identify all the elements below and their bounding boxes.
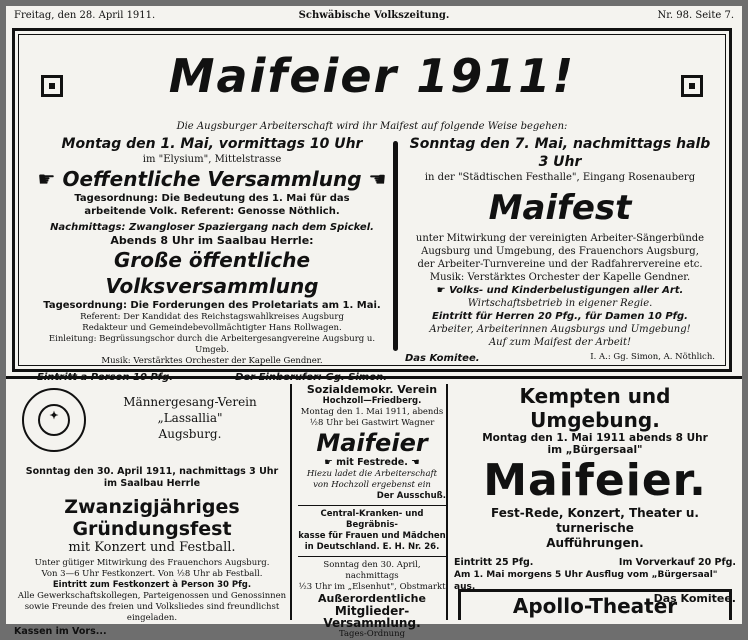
kempten-presale: Im Vorverkauf 20 Pfg. xyxy=(618,557,736,568)
kempten-program-2: Aufführungen. xyxy=(546,536,644,550)
desc-line-3: der Arbeiter-Turnvereine und der Radfahrervereine etc. xyxy=(417,259,703,270)
kempten-where: im „Bürgersaal" xyxy=(547,444,643,456)
kasse-line-3: in Deutschland. E. H. Nr. 26. xyxy=(304,542,440,552)
newspaper-page xyxy=(6,6,742,639)
kempten-event: Maifeier. xyxy=(483,455,707,506)
pointing-hand-right-icon: ☚ xyxy=(361,167,387,191)
hochzoll-line-3: Hiezu ladet die Arbeiterschaft xyxy=(306,469,438,479)
kempten-when: Montag den 1. Mai 1911 abends 8 Uhr xyxy=(482,432,708,444)
society-city: Augsburg. xyxy=(158,427,222,441)
fest-line-2: Von 3—6 Uhr Festkonzert. Von ½8 Uhr ab Festball. xyxy=(41,569,263,579)
fest-line-4: Alle Gewerkschaftskollegen, Parteigenossen und Genossinnen xyxy=(17,591,287,601)
referent-line-1: Referent: Der Kandidat des Reichstagswahlkreises Augsburg xyxy=(80,312,344,322)
kasse-line-1: Central-Kranken- und Begräbnis- xyxy=(320,509,424,530)
kasse-divider xyxy=(298,556,446,557)
fest-line-3: Eintritt zum Festkonzert à Person 30 Pfg. xyxy=(52,580,252,590)
kempten-excursion: Am 1. Mai morgens 5 Uhr Ausflug vom „Bürgersaal" aus. xyxy=(454,570,718,592)
desc-line-1: unter Mitwirkung der vereinigten Arbeiter-Sängerbünde xyxy=(415,233,705,244)
hochzoll-org: Sozialdemokr. Verein xyxy=(306,383,438,396)
ad-subtitle: Die Augsburger Arbeiterschaft wird ihr Maifest auf folgende Weise begehen: xyxy=(176,121,568,132)
society-seal-icon: ✦ xyxy=(22,388,86,452)
kasse-date: Sonntag den 30. April, nachmittags xyxy=(323,560,421,581)
entry-prices: Eintritt für Herren 20 Pfg., für Damen 10 Pfg. xyxy=(432,311,688,322)
lassallia-advertisement xyxy=(14,384,292,637)
page-number: Nr. 98. Seite 7. xyxy=(657,10,734,21)
pointing-hand-icon: ☛ xyxy=(436,285,450,296)
monday-where: im "Elysium", Mittelstrasse xyxy=(142,154,282,165)
call-1: Arbeiter, Arbeiterinnen Augsburgs und Umgebung! xyxy=(429,324,691,335)
kasse-event-2: Mitglieder-Versammlung. xyxy=(323,604,421,630)
pointing-hand-icon: ☛ xyxy=(324,457,337,468)
agenda-2: Tagesordnung: Die Forderungen des Proletariats am 1. Mai. xyxy=(43,300,381,311)
sunday-where: in der "Städtischen Festhalle", Eingang Rosenauberg xyxy=(424,172,696,183)
committee-row xyxy=(405,352,715,365)
event-people-assembly: Große öffentliche Volksversammlung xyxy=(105,248,319,298)
fest-line-6: eingeladen. xyxy=(126,613,178,623)
desc-line-2: Augsburg und Umgebung, des Frauenchors Augsburg, xyxy=(421,246,699,257)
entertainment: ☛ Volks- und Kinderbelustigungen aller Art. xyxy=(436,285,684,296)
pointing-hand-icon: ☚ xyxy=(407,457,420,468)
hochzoll-line-4: von Hochzoll ergebenst ein xyxy=(313,480,431,490)
fest-place: im Saalbau Herrle xyxy=(103,478,201,489)
hochzoll-sign: Der Ausschuß. xyxy=(376,491,446,501)
ad-title: Maifeier 1911! xyxy=(168,49,576,103)
newspaper-name: Schwäbische Volkszeitung. xyxy=(298,10,450,21)
kempten-program-1: Fest-Rede, Konzert, Theater u. turnerische xyxy=(491,506,699,535)
maifeier-advertisement xyxy=(12,28,732,372)
kasse-time: ½3 Uhr im „Elsenhut", Obstmarkt xyxy=(298,582,446,592)
kempten-title: Kempten und Umgebung. xyxy=(519,384,671,432)
monday-when: Montag den 1. Mai, vormittags 10 Uhr xyxy=(61,136,363,152)
right-column xyxy=(405,135,715,365)
section-rule xyxy=(6,376,742,379)
agenda-line-2: arbeitende Volk. Referent: Genosse Nöthlich. xyxy=(84,206,340,217)
page-header xyxy=(14,8,734,24)
music-right: Musik: Verstärktes Orchester der Kapelle Gendner. xyxy=(429,272,691,283)
kasse-event-1: Außerordentliche xyxy=(318,592,426,605)
pointing-hand-left-icon: ☛ xyxy=(37,167,63,191)
column-divider xyxy=(393,141,398,351)
hochzoll-fest: ☛ mit Festrede. ☚ xyxy=(324,457,420,468)
economy: Wirtschaftsbetrieb in eigener Regie. xyxy=(467,298,653,309)
kasse-line-2: kasse für Frauen und Mädchen xyxy=(298,531,446,541)
event-maifest: Maifest xyxy=(488,188,632,228)
issue-date: Freitag, den 28. April 1911. xyxy=(14,10,156,21)
afternoon-walk: Nachmittags: Zwangloser Spaziergang nach dem Spickel. xyxy=(50,222,374,233)
kempten-advertisement xyxy=(454,384,736,620)
hochzoll-line-1: Montag den 1. Mai 1911, abends xyxy=(300,407,444,417)
kempten-entry: Eintritt 25 Pfg. xyxy=(454,557,534,568)
fest-headline: Zwanzigjähriges Gründungsfest xyxy=(64,496,240,540)
fest-footer: Kassen im Vors... xyxy=(14,626,107,637)
hochzoll-place: Hochzoll—Friedberg. xyxy=(322,396,422,406)
kasse-more: Tages-Ordnung xyxy=(338,629,406,639)
sunday-when: Sonntag den 7. Mai, nachmittags halb 3 Uhr xyxy=(409,136,711,170)
music-left: Musik: Verstärktes Orchester der Kapelle Gendner. xyxy=(101,356,323,366)
ornament-square-left-icon xyxy=(41,75,63,97)
evening-time: Abends 8 Uhr im Saalbau Herrle: xyxy=(110,234,314,247)
fest-date: Sonntag den 30. April 1911, nachmittags 3 Uhr xyxy=(25,466,279,477)
introduction: Einleitung: Begrüssungschor durch die Arbeitergesangvereine Augsburg u. Umgeb. xyxy=(48,334,376,355)
kempten-committee: Das Komitee. xyxy=(653,592,736,605)
committee: Das Komitee. xyxy=(405,353,480,364)
hochzoll-line-2: ½8 Uhr bei Gastwirt Wagner xyxy=(309,418,435,428)
hochzoll-divider xyxy=(298,505,446,506)
ornament-square-right-icon xyxy=(681,75,703,97)
referent-line-2: Redakteur und Gemeindebevollmächtigter Hans Rollwagen. xyxy=(82,323,342,333)
event-public-meeting: ☛ Oeffentliche Versammlung ☚ xyxy=(37,167,387,191)
agenda-line-1: Tagesordnung: Die Bedeutung des 1. Mai für das xyxy=(74,193,350,204)
hochzoll-advertisement xyxy=(298,383,448,639)
society-name: Männergesang-Verein „Lassallia" xyxy=(123,395,257,425)
fest-line-5: sowie Freunde des freien und Volksliedes sind freundlichst xyxy=(24,602,280,612)
left-column xyxy=(37,135,387,384)
kempten-entry-row xyxy=(454,557,736,569)
apollo-theater-banner: Apollo-Theater xyxy=(458,589,732,620)
fest-headline-2: mit Konzert und Festball. xyxy=(68,540,236,555)
committee-names: I. A.: Gg. Simon, A. Nöthlich. xyxy=(590,352,715,362)
call-2: Auf zum Maifest der Arbeit! xyxy=(488,337,632,348)
fest-line-1: Unter gütiger Mitwirkung des Frauenchors Augsburg. xyxy=(34,558,270,568)
hochzoll-title: Maifeier xyxy=(316,429,428,457)
